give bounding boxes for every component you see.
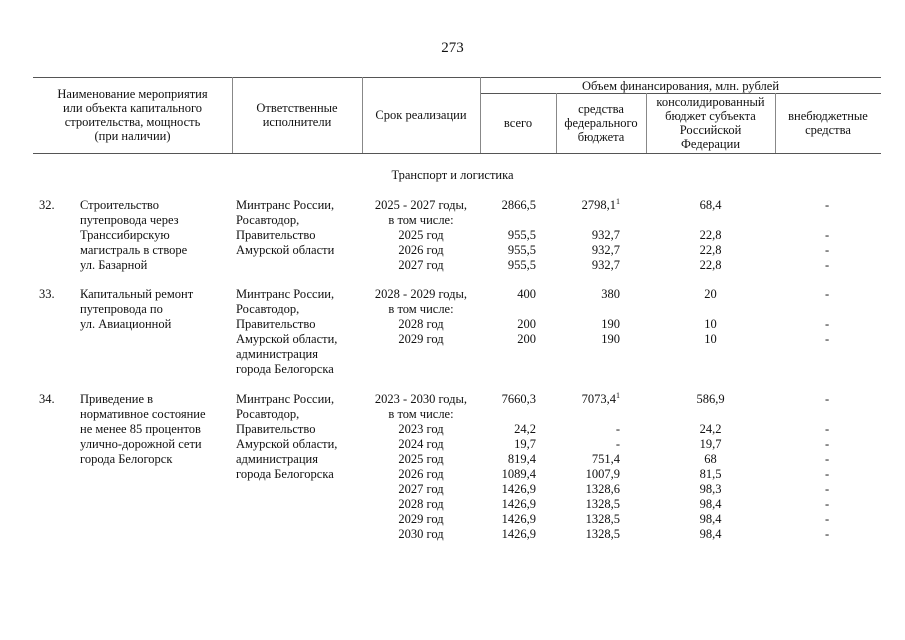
row-number: 34. [39,392,55,406]
header-line: средства [578,102,624,116]
federal-value: 751,4 [591,452,620,466]
federal-value: - [615,437,620,451]
extra-cell: - [825,422,830,436]
row-executor-line: администрация [236,347,318,361]
period-cell: 2025 - 2027 годы, [374,198,468,212]
extra-cell: - [825,512,830,526]
total-cell: 955,5 [507,258,536,272]
period-cell: 2029 год [398,512,444,526]
total-cell: 200 [517,317,536,331]
period-cell: 2027 год [398,482,444,496]
header-line: Российской [679,123,742,137]
extra-cell: - [825,198,830,212]
regional-cell: 98,4 [699,527,722,541]
total-cell: 24,2 [514,422,536,436]
header-executors-cell [232,101,362,129]
federal-value: - [615,422,620,436]
federal-value: 380 [601,287,620,301]
federal-cell [556,198,620,213]
header-line: Наименование мероприятия [57,87,208,101]
row-executor-line: Минтранс России, [236,287,335,301]
total-cell: 1426,9 [501,527,536,541]
period-cell: 2028 год [398,317,444,331]
federal-value: 190 [601,332,620,346]
period-cell: 2028 - 2029 годы, [374,287,468,301]
federal-value: 932,7 [591,258,620,272]
total-cell: 1426,9 [501,482,536,496]
total-cell: 1426,9 [501,512,536,526]
federal-value: 1328,5 [585,497,620,511]
header-line: (при наличии) [94,129,171,143]
header-line: внебюджетные [788,109,868,123]
header-line: исполнители [262,115,332,129]
extra-cell: - [825,258,830,272]
federal-cell [556,527,620,542]
federal-value: 1007,9 [585,467,620,481]
period-cell: 2025 год [398,452,444,466]
header-top-rule [33,77,881,78]
federal-cell [556,497,620,512]
row-executor-line: Росавтодор, [236,407,300,421]
header-line: средства [805,123,851,137]
federal-cell [556,482,620,497]
federal-cell [556,228,620,243]
regional-cell: 19,7 [699,437,722,451]
extra-cell: - [825,482,830,496]
period-cell: в том числе: [388,302,454,316]
header-line: федерального [564,116,638,130]
section-title: Транспорт и логистика [391,168,514,182]
page-number: 273 [441,40,464,56]
extra-cell: - [825,527,830,541]
row-executor-line: Росавтодор, [236,302,300,316]
row-executor-line: Амурской области, [236,437,338,451]
extra-cell: - [825,497,830,511]
federal-cell [556,317,620,332]
period-cell: 2030 год [398,527,444,541]
federal-cell [556,392,620,407]
extra-cell: - [825,287,830,301]
total-cell: 2866,5 [501,198,536,212]
period-cell: 2023 год [398,422,444,436]
row-name-line: путепровода по [80,302,163,316]
total-cell: 400 [517,287,536,301]
federal-value: 932,7 [591,228,620,242]
total-cell: 7660,3 [501,392,536,406]
extra-cell: - [825,467,830,481]
header-name-cell [33,87,232,143]
regional-cell: 68 [704,452,717,466]
extra-cell: - [825,332,830,346]
row-executor-line: города Белогорска [236,362,334,376]
federal-value: 1328,5 [585,512,620,526]
row-name-line: не менее 85 процентов [80,422,201,436]
total-cell: 819,4 [507,452,536,466]
header-period-cell: Срок реализации [375,108,467,122]
period-cell: 2026 год [398,467,444,481]
header-extra-cell [775,109,881,137]
header-bottom-rule [33,153,881,154]
row-name-line: Транссибирскую [80,228,170,242]
extra-cell: - [825,243,830,257]
regional-cell: 22,8 [699,258,722,272]
federal-cell [556,243,620,258]
federal-cell [556,437,620,452]
regional-cell: 24,2 [699,422,722,436]
header-funding-group: Объем финансирования, млн. рублей [581,79,780,93]
federal-cell [556,467,620,482]
header-line: Федерации [680,137,741,151]
header-line: строительства, мощность [64,115,201,129]
period-cell: 2023 - 2030 годы, [374,392,468,406]
row-name-line: нормативное состояние [80,407,206,421]
period-cell: в том числе: [388,407,454,421]
extra-cell: - [825,317,830,331]
regional-cell: 22,8 [699,228,722,242]
row-executor-line: города Белогорска [236,467,334,481]
footnote-marker: 1 [616,196,620,206]
federal-value: 1328,5 [585,527,620,541]
row-executor-line: Минтранс России, [236,392,335,406]
extra-cell: - [825,452,830,466]
period-cell: 2026 год [398,243,444,257]
total-cell: 200 [517,332,536,346]
total-cell: 955,5 [507,243,536,257]
row-name-line: Строительство [80,198,160,212]
total-cell: 1426,9 [501,497,536,511]
row-number: 33. [39,287,55,301]
row-executor-line: Росавтодор, [236,213,300,227]
row-name-line: Капитальный ремонт [80,287,194,301]
row-executor-line: Амурской области [236,243,335,257]
extra-cell: - [825,392,830,406]
federal-cell [556,512,620,527]
federal-cell [556,287,620,302]
row-name-line: Приведение в [80,392,154,406]
federal-cell [556,452,620,467]
row-name-line: ул. Базарной [80,258,148,272]
row-executor-line: Правительство [236,317,316,331]
row-executor-line: Амурской области, [236,332,338,346]
period-cell: 2029 год [398,332,444,346]
header-line: или объекта капитального [62,101,203,115]
total-cell: 1089,4 [501,467,536,481]
federal-cell [556,332,620,347]
row-name-line: путепровода через [80,213,179,227]
regional-cell: 81,5 [699,467,722,481]
regional-cell: 10 [704,317,717,331]
period-cell: в том числе: [388,213,454,227]
federal-cell [556,258,620,273]
total-cell: 19,7 [514,437,536,451]
regional-cell: 22,8 [699,243,722,257]
period-cell: 2028 год [398,497,444,511]
row-name-line: магистраль в створе [80,243,188,257]
total-cell: 955,5 [507,228,536,242]
extra-cell: - [825,437,830,451]
row-name-line: города Белогорск [80,452,173,466]
footnote-marker: 1 [616,390,620,400]
header-federal-cell [556,102,646,144]
funding-group-rule [480,93,881,94]
regional-cell: 68,4 [699,198,722,212]
header-regional-cell [646,95,775,151]
federal-value: 190 [601,317,620,331]
row-number: 32. [39,198,55,212]
regional-cell: 586,9 [696,392,725,406]
extra-cell: - [825,228,830,242]
federal-value: 7073,4 [581,392,616,406]
regional-cell: 20 [704,287,717,301]
regional-cell: 98,4 [699,512,722,526]
row-executor-line: администрация [236,452,318,466]
row-executor-line: Правительство [236,228,316,242]
header-line: бюджет субъекта [665,109,756,123]
federal-cell [556,422,620,437]
header-line: Ответственные [256,101,338,115]
row-executor-line: Минтранс России, [236,198,335,212]
period-cell: 2027 год [398,258,444,272]
federal-value: 2798,1 [581,198,616,212]
regional-cell: 98,3 [699,482,722,496]
federal-value: 1328,6 [585,482,620,496]
federal-value: 932,7 [591,243,620,257]
row-name-line: ул. Авиационной [80,317,172,331]
row-name-line: улично-дорожной сети [80,437,202,451]
regional-cell: 10 [704,332,717,346]
period-cell: 2025 год [398,228,444,242]
header-line: консолидированный [656,95,765,109]
row-executor-line: Правительство [236,422,316,436]
header-total-cell: всего [503,116,533,130]
header-line: бюджета [577,130,625,144]
regional-cell: 98,4 [699,497,722,511]
period-cell: 2024 год [398,437,444,451]
